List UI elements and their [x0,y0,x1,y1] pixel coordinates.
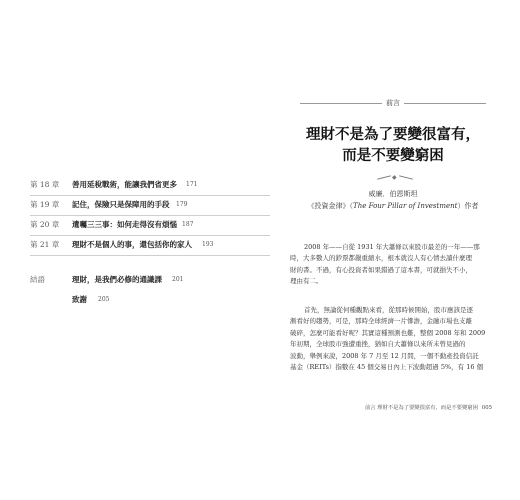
toc-chapter-title: 理財，是我們必修的通識課 [72,275,162,284]
toc-chapter-title: 善用延稅戰術，能讓我們省更多 [72,180,177,189]
author-source: 《投資金律》（The Four Pillar of Investment）作者 [307,202,479,210]
divider-right [404,103,486,104]
preface-title [296,124,490,166]
ornament-icon: ◆ [375,173,415,183]
paragraph [290,305,490,373]
toc-page-number: 201 [172,276,184,283]
book-title-cn: 《投資金律》 [307,202,350,210]
text-line: 財的書。不過，有心投資者如果錯過了這本書，可就損失不小， [290,265,472,274]
author-credit [300,188,486,212]
author-suffix: 作者 [464,202,479,210]
toc-chapter-number: 第 19 章 [30,200,60,209]
toc-chapter-title: 致謝 [72,295,87,304]
toc-entry [30,270,270,290]
toc-chapter-title: 遺囑三三事：如何走得沒有煩惱 [72,220,177,229]
text-line: 2008 年——自從 1931 年大蕭條以來股市最差的一年——那 [304,243,480,251]
preface-title-line: 而是不要變窮困 [342,147,444,164]
text-line: 波動，舉例來說，2008 年 7 月至 12 月間，一個不動產投資信託 [290,351,479,360]
preface-title-line: 理財不是為了要變很富有， [306,126,480,143]
toc-entry [30,195,270,216]
toc-page-number: 171 [186,181,198,188]
toc-page-number: 187 [182,221,194,228]
toc-chapter-title: 理財不是個人的事，還包括你的家人 [72,240,192,249]
text-line: 首先，無論從何種觀點來看，從那時候開始，股市應該是逐 [304,306,473,314]
toc-page-number: 193 [202,241,214,248]
toc-page-number: 179 [176,201,188,208]
text-line: 破碎，怎麼可能看好呢？其實這種預測也難，整個 2008 年和 2009 [290,328,486,337]
toc-chapter-number: 第 20 章 [30,220,60,229]
running-footer-text: 前言 理財不是為了要變很富有，而是不要變窮困 [364,405,478,411]
text-line: 時，大多數人的鈔票都嚴重縮水，根本就沒人有心情去讀什麼理 [290,254,472,263]
text-line: 理由有二。 [290,277,323,286]
text-line: 年初期，全球股市強遭重挫，猶如自大蕭條以來所未曾見過的 [290,340,466,349]
toc-entry [30,290,270,310]
toc-chapter-number: 第 18 章 [30,180,60,189]
toc-chapter-number: 第 21 章 [30,240,60,249]
toc-chapter-title: 記住，保險只是保障用的手段 [72,200,170,209]
toc-entry [30,215,270,236]
toc-chapter-number: 結語 [30,275,45,284]
section-label [300,97,486,109]
book-title-en: The Four Pillar of Investment [353,202,458,210]
text-line: 漸看好的趨勢，可是，那時全球經濟一片慘澹，金融市場也支離 [290,317,472,326]
running-footer [360,404,492,413]
author-name: 威廉．伯恩斯坦 [368,190,418,198]
section-label-text: 前言 [386,99,400,107]
toc-entry [30,235,270,256]
toc-entry [30,175,270,196]
toc-page-number: 205 [98,296,110,303]
paragraph [290,242,490,288]
page-number: 005 [481,405,492,411]
text-line: 基金（REITs）指數在 45 個交易日內上下波動超過 5%，有 16 個 [290,362,484,371]
